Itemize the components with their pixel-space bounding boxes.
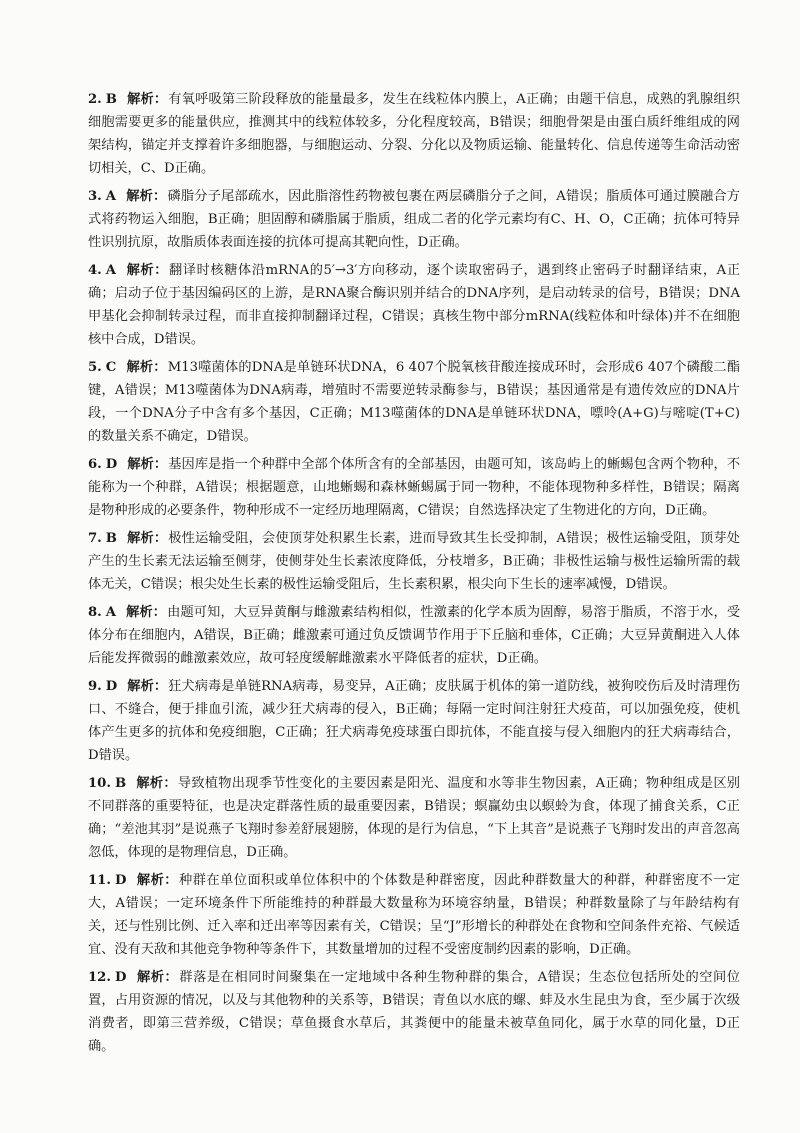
analysis-keyword: 解析： bbox=[136, 873, 178, 888]
question-number: 12. bbox=[88, 970, 111, 985]
answer-item-9 bbox=[88, 675, 740, 767]
analysis-text: 有氧呼吸第三阶段释放的能量最多，发生在线粒体内膜上，A正确；由题干信息，成熟的乳腺组织细胞需要更多的能量供应，推测其中的线粒体较多，分化程度较高，B错误；细胞骨架是由蛋白质纤维组成的网架结构，锚定并支撑着许多细胞器，与细胞运动、分裂、分化以及物质运输、能量转化、信息传递等生命活动密切相关，C、D正确。 bbox=[88, 92, 740, 176]
answer-item-11 bbox=[88, 869, 740, 961]
answer-letter: C bbox=[105, 360, 117, 375]
answer-letter: D bbox=[105, 457, 118, 472]
answer-letter: A bbox=[105, 605, 117, 620]
analysis-keyword: 解析： bbox=[126, 360, 167, 375]
answer-letter: D bbox=[114, 873, 127, 888]
answer-item-2 bbox=[88, 88, 740, 180]
analysis-keyword: 解析： bbox=[127, 457, 168, 472]
answer-item-3 bbox=[88, 185, 740, 254]
analysis-text: 种群在单位面积或单位体积中的个体数是种群密度，因此种群数量大的种群，种群密度不一定大，A错误；一定环境条件下所能维持的种群最大数量称为环境容纳量，B错误；种群数量除了与年龄结构有关，还与性别比例、迁入率和迁出率等因素有关，C错误；呈“J”形增长的种群处在食物和空间条件充裕、气候适宜、没有天敌和其他竞争物种等条件下，其数量增加的过程不受密度制约因素的影响，D正确。 bbox=[88, 873, 741, 957]
answer-item-4 bbox=[88, 259, 740, 351]
question-number: 2. bbox=[88, 92, 102, 107]
analysis-keyword: 解析： bbox=[127, 679, 168, 694]
analysis-text: 极性运输受阻，会使顶芽处积累生长素，进而导致其生长受抑制，A错误；极性运输受阻，顶芽处产生的生长素无法运输至侧芽，使侧芽处生长素浓度降低，分枝增多，B正确；非极性运输与极性运输所需的载体无关，C错误；根尖处生长素的极性运输受阻后，生长素积累，根尖向下生长的速率减慢，D错误。 bbox=[88, 531, 740, 592]
answer-item-8 bbox=[88, 601, 740, 670]
question-number: 3. bbox=[88, 189, 102, 204]
question-number: 9. bbox=[88, 679, 102, 694]
analysis-text: 导致植物出现季节性变化的主要因素是阳光、温度和水等非生物因素，A正确；物种组成是区别不同群落的重要特征，也是决定群落性质的最重要因素，B错误；螟赢幼虫以螟蛉为食，体现了捕食关系，C正确；“差池其羽”是说燕子飞翔时参差舒展翅膀，体现的是行为信息，“下上其音”是说燕子飞翔时发出的声音忽高忽低，体现的是物理信息，D正确。 bbox=[88, 776, 740, 860]
question-number: 4. bbox=[88, 263, 102, 278]
analysis-text: 磷脂分子尾部疏水，因此脂溶性药物被包裹在两层磷脂分子之间，A错误；脂质体可通过膜融合方式将药物运入细胞，B正确；胆固醇和磷脂属于脂质，组成二者的化学元素均有C、H、O，C正确；抗体可特异性识别抗原，故脂质体表面连接的抗体可提高其靶向性，D正确。 bbox=[88, 189, 740, 250]
analysis-keyword: 解析： bbox=[126, 531, 168, 546]
question-number: 11. bbox=[88, 873, 111, 888]
analysis-text: M13噬菌体的DNA是单链环状DNA，6 407个脱氧核苷酸连接成环时，会形成6 407个磷酸二酯键，A错误；M13噬菌体为DNA病毒，增殖时不需要逆转录酶参与，B错误；基因通常是有遗传效应的DNA片段，一个DNA分子中含有多个基因，C正确；M13噬菌体的DNA是单链环状DNA，嘌呤(A+G)与嘧啶(T+C)的数量关系不确定，D错误。 bbox=[88, 360, 741, 444]
question-number: 7. bbox=[88, 531, 102, 546]
answer-item-10 bbox=[88, 772, 740, 864]
analysis-keyword: 解析： bbox=[126, 263, 169, 278]
analysis-keyword: 解析： bbox=[136, 776, 177, 791]
answer-item-5 bbox=[88, 356, 740, 448]
answer-letter: D bbox=[114, 970, 127, 985]
answer-letter: A bbox=[105, 189, 117, 204]
analysis-text: 翻译时核糖体沿mRNA的5′→3′方向移动，逐个读取密码子，遇到终止密码子时翻译结束，A正确；启动子位于基因编码区的上游，是RNA聚合酶识别并结合的DNA序列，是启动转录的信号，B错误；DNA甲基化会抑制转录过程，而非直接抑制翻译过程，C错误；真核生物中部分mRNA(线粒体和叶绿体)并不在细胞核中合成，D错误。 bbox=[88, 263, 741, 347]
analysis-keyword: 解析： bbox=[126, 92, 168, 107]
answer-item-7 bbox=[88, 527, 740, 596]
analysis-keyword: 解析： bbox=[126, 189, 167, 204]
question-number: 10. bbox=[88, 776, 111, 791]
analysis-text: 基因库是指一个种群中全部个体所含有的全部基因，由题可知，该岛屿上的蜥蜴包含两个物种，不能称为一个种群，A错误；根据题意，山地蜥蜴和森林蜥蜴属于同一物种，不能体现物种多样性，B错误；隔离是物种形成的必要条件，物种形成不一定经历地理隔离，C错误；自然选择决定了生物进化的方向，D正确。 bbox=[88, 457, 741, 518]
analysis-text: 狂犬病毒是单链RNA病毒，易变异，A正确；皮肤属于机体的第一道防线，被狗咬伤后及时清理伤口、不缝合，便于排血引流，减少狂犬病毒的侵入，B正确；每隔一定时间注射狂犬疫苗，可以加强免疫，使机体产生更多的抗体和免疫细胞，C正确；狂犬病毒免疫球蛋白即抗体，不能直接与侵入细胞内的狂犬病毒结合，D错误。 bbox=[88, 679, 740, 763]
analysis-keyword: 解析： bbox=[136, 970, 179, 985]
question-number: 6. bbox=[88, 457, 102, 472]
answer-letter: B bbox=[105, 531, 117, 546]
analysis-text: 群落是在相同时间聚集在一定地域中各种生物种群的集合，A错误；生态位包括所处的空间位置，占用资源的情况，以及与其他物种的关系等，B错误；青鱼以水底的螺、蚌及水生昆虫为食，至少属于次级消费者，即第三营养级，C错误；草鱼摄食水草后，其粪便中的能量未被草鱼同化，属于水草的同化量，D正确。 bbox=[88, 970, 740, 1054]
answer-item-6 bbox=[88, 453, 740, 522]
question-number: 8. bbox=[88, 605, 102, 620]
answer-letter: D bbox=[105, 679, 118, 694]
answer-item-12 bbox=[88, 966, 740, 1058]
analysis-keyword: 解析： bbox=[126, 605, 167, 620]
analysis-text: 由题可知，大豆异黄酮与雌激素结构相似，性激素的化学本质为固醇，易溶于脂质，不溶于水，受体分布在细胞内，A错误，B正确；雌激素可通过负反馈调节作用于下丘脑和垂体，C正确；大豆异黄酮进入人体后能发挥微弱的雌激素效应，故可轻度缓解雌激素水平降低者的症状，D正确。 bbox=[88, 605, 741, 666]
answer-letter: B bbox=[114, 776, 127, 791]
question-number: 5. bbox=[88, 360, 102, 375]
answer-letter: B bbox=[105, 92, 117, 107]
answer-letter: A bbox=[105, 263, 117, 278]
